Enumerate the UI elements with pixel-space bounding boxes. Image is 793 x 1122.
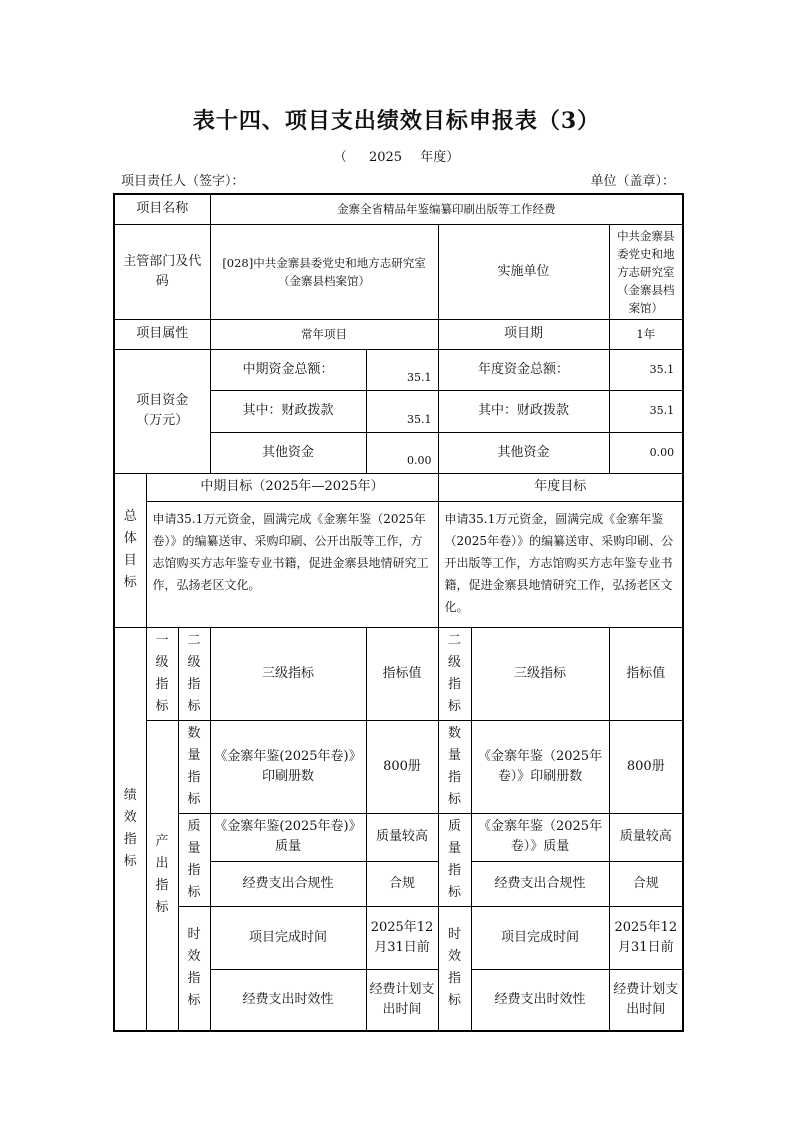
year-open-paren: （ <box>333 150 347 165</box>
mid-fiscal-value: 35.1 <box>366 390 438 432</box>
timeliness-label-mid <box>178 906 210 1031</box>
print-count-mid-value: 800册 <box>366 720 438 813</box>
value-header-mid: 指标值 <box>366 627 438 720</box>
qla-char-4: 标 <box>448 884 462 900</box>
mid-total-value: 35.1 <box>366 349 438 390</box>
qla-char-2: 量 <box>448 840 462 856</box>
l2m-char-3: 指 <box>187 676 201 692</box>
out-char-4: 标 <box>155 900 169 916</box>
annual-goal-header: 年度目标 <box>438 473 683 501</box>
l2m-char-4: 标 <box>187 698 201 714</box>
tm-char-4: 标 <box>187 993 201 1009</box>
unit-seal-label: 单位（盖章）： <box>590 174 675 189</box>
mid-other-value: 0.00 <box>366 432 438 473</box>
qlm-char-2: 量 <box>187 840 201 856</box>
ta-char-2: 效 <box>448 949 462 965</box>
project-name-label: 项目名称 <box>114 194 210 224</box>
ta-char-4: 标 <box>448 993 462 1009</box>
l2m-char-2: 级 <box>187 654 201 670</box>
compliance-mid-value: 合规 <box>366 862 438 906</box>
impl-unit-label: 实施单位 <box>438 224 609 319</box>
l1-char-1: 一 <box>155 632 169 648</box>
quality-annual: 《金寨年鉴（2025年卷）》质量 <box>471 813 609 862</box>
level3-header-annual: 三级指标 <box>471 627 609 720</box>
qa-char-2: 量 <box>448 747 462 763</box>
ta-char-3: 指 <box>448 971 462 987</box>
project-period-label: 项目期 <box>438 319 609 349</box>
annual-other-value: 0.00 <box>609 432 683 473</box>
annual-total-value: 35.1 <box>609 349 683 390</box>
print-count-annual: 《金寨年鉴（2025年卷）》印刷册数 <box>471 720 609 813</box>
annual-goal-text: 申请35.1万元资金，圆满完成《金寨年鉴（2025年卷）》的编纂送审、采购印刷、公开出版等工作，方志馆购买方志年鉴专业书籍，促进金寨县地情研究工作，弘扬老区文化。 <box>438 501 683 627</box>
qm-char-1: 数 <box>187 725 201 741</box>
qm-char-3: 指 <box>187 769 201 785</box>
mid-other-label: 其他资金 <box>210 432 366 473</box>
mid-fiscal-label: 其中：财政拨款 <box>210 390 366 432</box>
year-value: 2025 <box>368 150 403 165</box>
qa-char-3: 指 <box>448 769 462 785</box>
timeliness-annual: 经费支出时效性 <box>471 969 609 1031</box>
project-period-value: 1年 <box>609 319 683 349</box>
project-attr-value: 常年项目 <box>210 319 438 349</box>
l1-char-2: 级 <box>155 654 169 670</box>
funds-label <box>114 349 210 473</box>
qla-char-3: 指 <box>448 862 462 878</box>
qlm-char-4: 标 <box>187 884 201 900</box>
output-indicator-label <box>146 720 178 1031</box>
perf-char-3: 指 <box>123 831 137 847</box>
quality-label-mid <box>178 813 210 906</box>
project-name-value: 金寨全省精品年鉴编纂印刷出版等工作经费 <box>210 194 683 224</box>
timeliness-annual-value: 经费计划支出时间 <box>609 969 683 1031</box>
quantity-label-mid <box>178 720 210 813</box>
quantity-label-annual <box>438 720 471 813</box>
print-count-mid: 《金寨年鉴(2025年卷)》印刷册数 <box>210 720 366 813</box>
timeliness-mid: 经费支出时效性 <box>210 969 366 1031</box>
qm-char-4: 标 <box>187 791 201 807</box>
mid-total-label: 中期资金总额： <box>210 349 366 390</box>
qa-char-1: 数 <box>448 725 462 741</box>
year-suffix: 年度） <box>420 150 460 165</box>
quality-mid: 《金寨年鉴(2025年卷)》质量 <box>210 813 366 862</box>
l2a-char-3: 指 <box>448 676 462 692</box>
level3-header-mid: 三级指标 <box>210 627 366 720</box>
tm-char-1: 时 <box>187 927 201 943</box>
funds-label-line1: 项目资金 <box>136 393 189 408</box>
qlm-char-1: 质 <box>187 818 201 834</box>
quality-mid-value: 质量较高 <box>366 813 438 862</box>
compliance-annual: 经费支出合规性 <box>471 862 609 906</box>
print-count-annual-value: 800册 <box>609 720 683 813</box>
completion-annual-value: 2025年12月31日前 <box>609 906 683 969</box>
perf-char-2: 效 <box>123 809 137 825</box>
quality-annual-value: 质量较高 <box>609 813 683 862</box>
qm-char-2: 量 <box>187 747 201 763</box>
page-title: 表十四、项目支出绩效目标申报表（3） <box>192 108 601 134</box>
annual-fiscal-label: 其中：财政拨款 <box>438 390 609 432</box>
value-header-annual: 指标值 <box>609 627 683 720</box>
mid-goal-text: 申请35.1万元资金，圆满完成《金寨年鉴（2025年卷）》的编纂送审、采购印刷、公开出版等工作，方志馆购买方志年鉴专业书籍，促进金寨县地情研究工作，弘扬老区文化。 <box>146 501 438 627</box>
compliance-annual-value: 合规 <box>609 862 683 906</box>
project-attr-label: 项目属性 <box>114 319 210 349</box>
tm-char-3: 指 <box>187 971 201 987</box>
l2a-char-1: 二 <box>448 632 462 648</box>
annual-other-label: 其他资金 <box>438 432 609 473</box>
completion-mid-value: 2025年12月31日前 <box>366 906 438 969</box>
timeliness-label-annual <box>438 906 471 1031</box>
tm-char-2: 效 <box>187 949 201 965</box>
level2-header-annual <box>438 627 471 720</box>
out-char-3: 指 <box>155 878 169 894</box>
level2-header-mid <box>178 627 210 720</box>
completion-mid: 项目完成时间 <box>210 906 366 969</box>
l2m-char-1: 二 <box>187 632 201 648</box>
impl-unit-value: 中共金寨县委党史和地方志研究室（金寨县档案馆） <box>609 224 683 319</box>
dept-value: [028]中共金寨县委党史和地方志研究室（金寨县档案馆） <box>210 224 438 319</box>
ta-char-1: 时 <box>448 927 462 943</box>
timeliness-mid-value: 经费计划支出时间 <box>366 969 438 1031</box>
compliance-mid: 经费支出合规性 <box>210 862 366 906</box>
mid-goal-header: 中期目标（2025年—2025年） <box>146 473 438 501</box>
responsible-person-label: 项目责任人（签字）： <box>121 174 245 189</box>
l1-char-4: 标 <box>155 698 169 714</box>
out-char-1: 产 <box>155 834 169 850</box>
performance-label <box>114 627 146 1031</box>
out-char-2: 出 <box>155 856 169 872</box>
completion-annual: 项目完成时间 <box>471 906 609 969</box>
performance-target-table <box>113 193 684 1032</box>
qla-char-1: 质 <box>448 818 462 834</box>
l2a-char-4: 标 <box>448 698 462 714</box>
perf-char-4: 标 <box>123 853 137 869</box>
annual-fiscal-value: 35.1 <box>609 390 683 432</box>
qa-char-4: 标 <box>448 791 462 807</box>
goal-char-1: 总 <box>123 509 137 524</box>
goal-char-3: 目 <box>123 553 137 568</box>
l2a-char-2: 级 <box>448 654 462 670</box>
funds-label-line2: （万元） <box>136 413 189 428</box>
perf-char-1: 绩 <box>123 787 137 803</box>
overall-goal-label <box>114 473 146 627</box>
goal-char-4: 标 <box>123 575 137 590</box>
l1-char-3: 指 <box>155 676 169 692</box>
quality-label-annual <box>438 813 471 906</box>
goal-char-2: 体 <box>123 531 137 546</box>
year-line <box>0 146 793 165</box>
qlm-char-3: 指 <box>187 862 201 878</box>
dept-label: 主管部门及代码 <box>114 224 210 319</box>
annual-total-label: 年度资金总额： <box>438 349 609 390</box>
level1-header <box>146 627 178 720</box>
